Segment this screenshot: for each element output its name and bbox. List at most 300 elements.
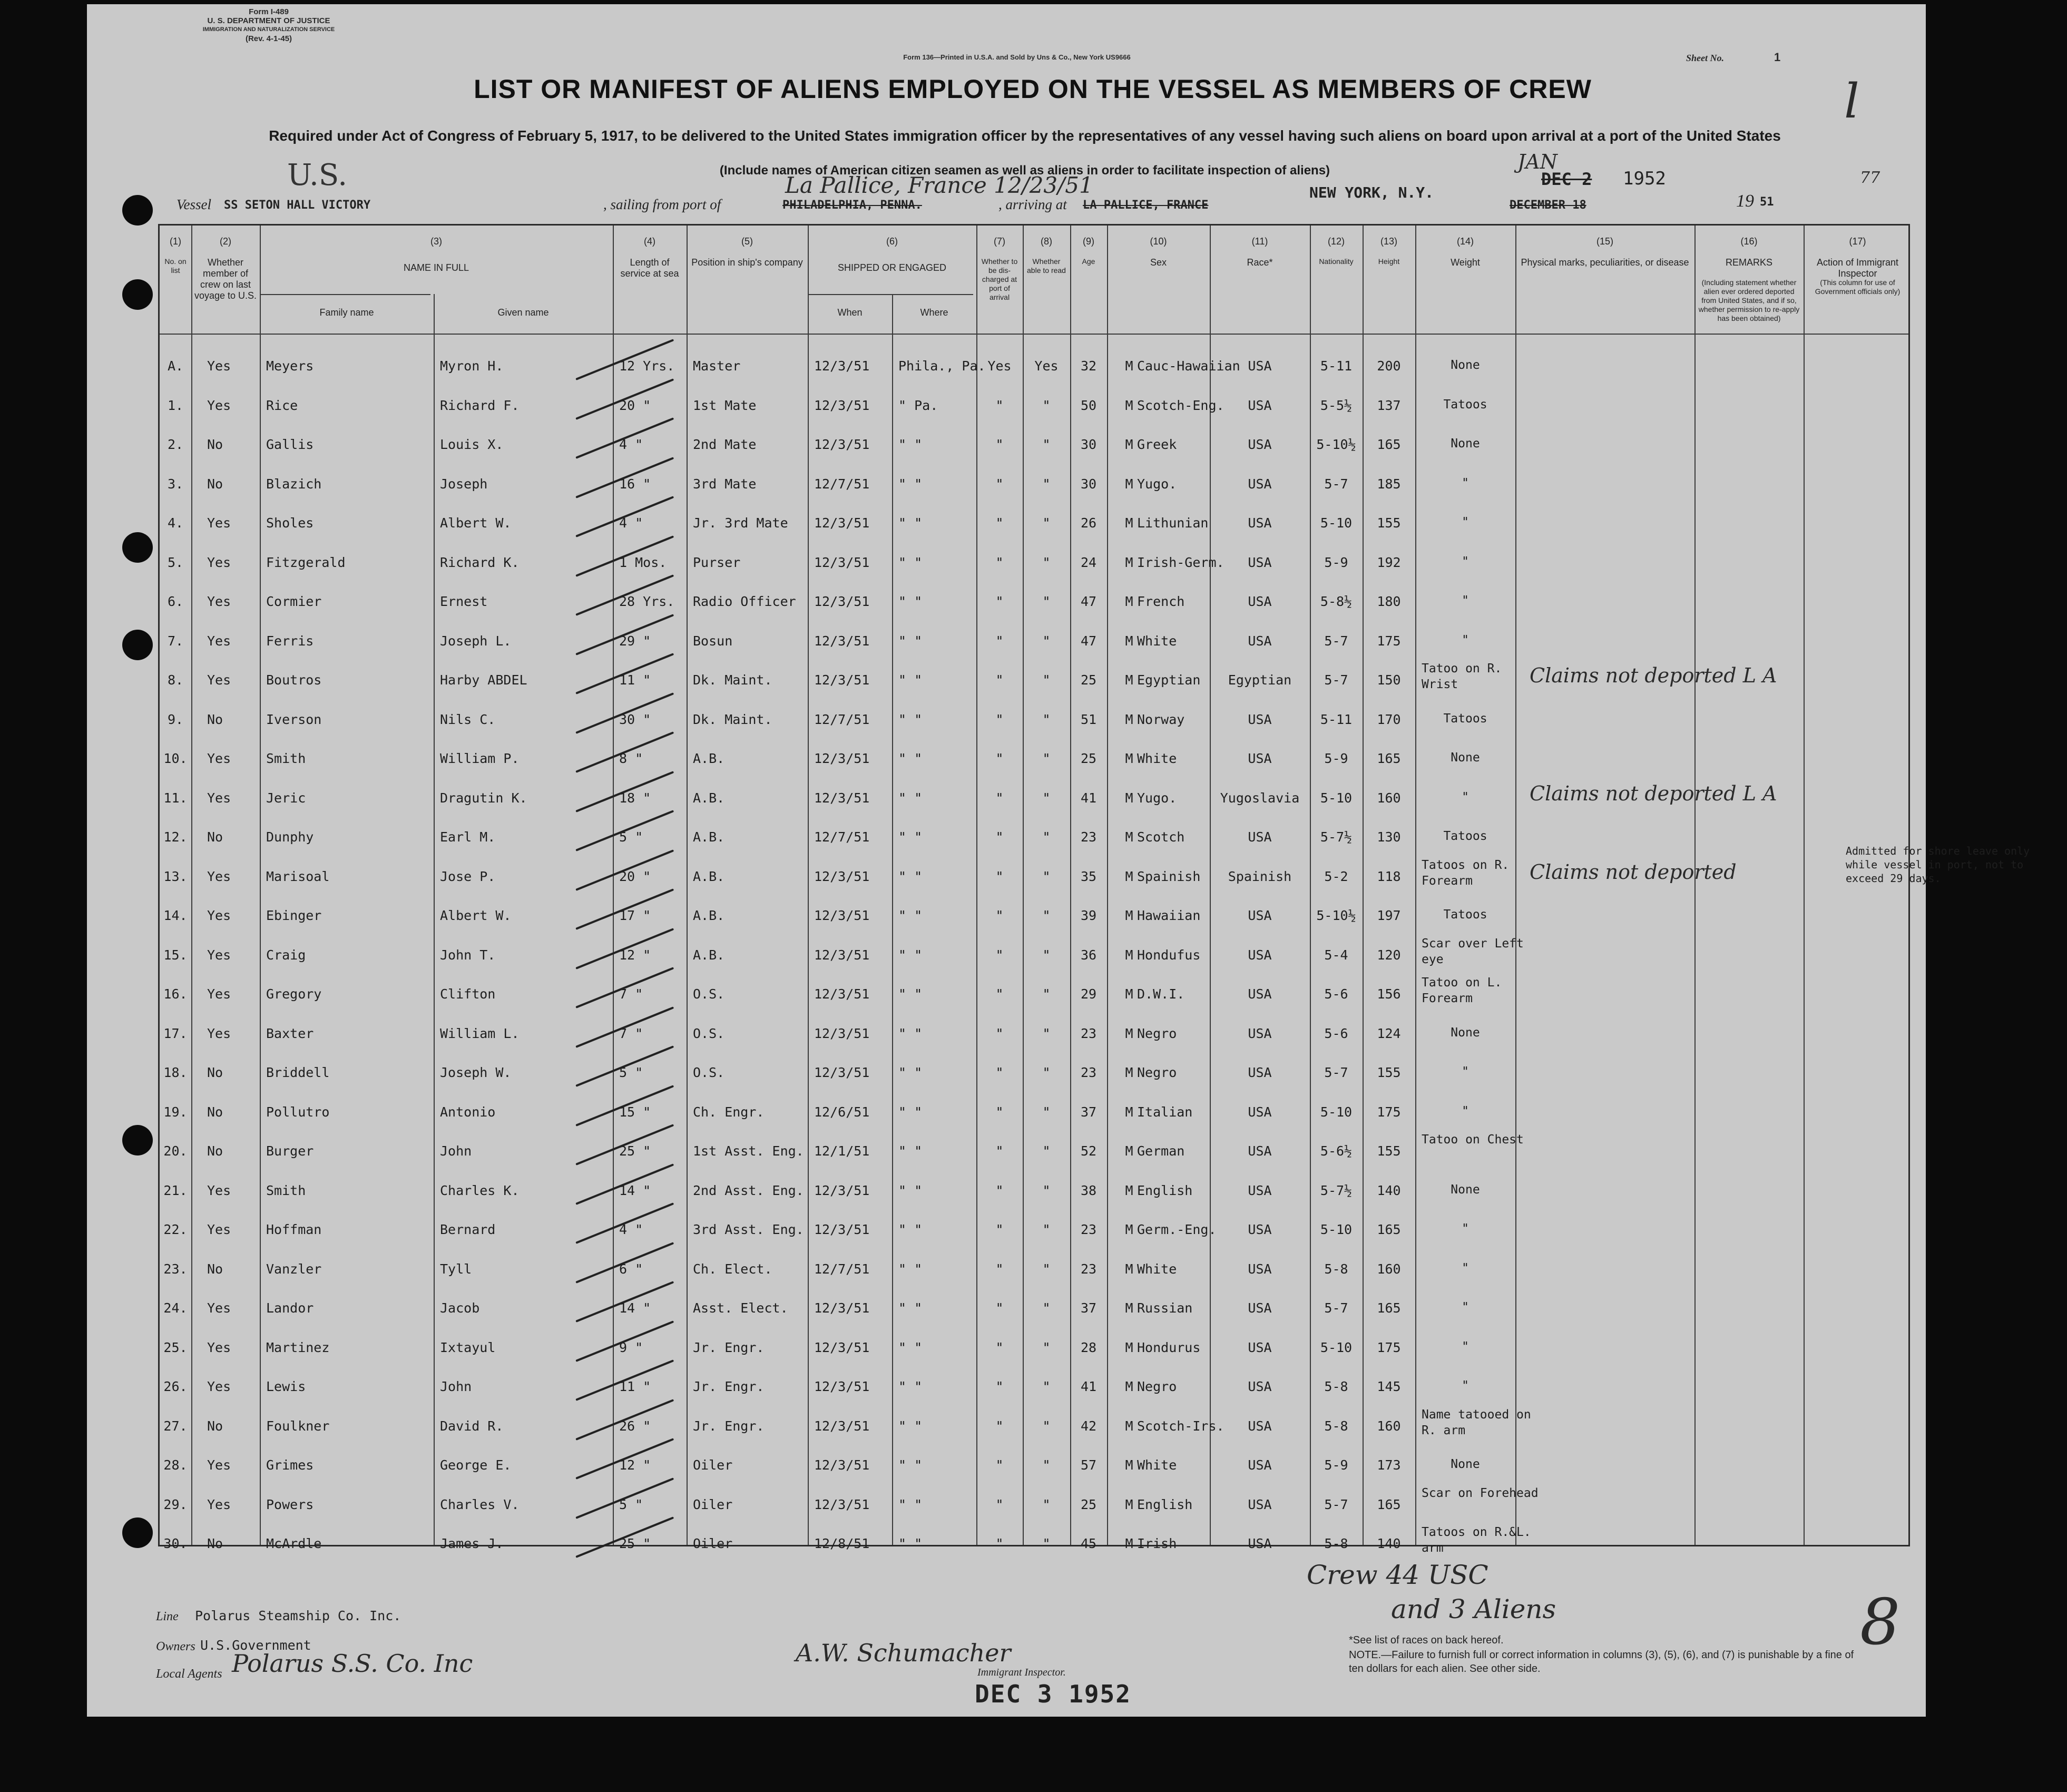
cell-weight: 165: [1377, 1496, 1401, 1512]
cell-marks: Tatoos on R. Forearm: [1422, 858, 1510, 888]
header-subrule: [808, 294, 973, 295]
punch-hole: [122, 1125, 153, 1156]
cell-when: 12/7/51: [814, 711, 870, 727]
cell-family: McArdle: [266, 1536, 322, 1551]
cell-read: ": [1042, 1104, 1051, 1120]
cell-discharge: ": [995, 1025, 1004, 1041]
cell-age: 23: [1080, 1025, 1097, 1041]
cell-given: William L.: [440, 1025, 520, 1041]
tally-stroke: [575, 1359, 674, 1401]
cell-service: 5 ": [619, 829, 643, 845]
cell-service: 11 ": [619, 1379, 651, 1394]
cell-age: 47: [1080, 594, 1097, 609]
cell-service: 20 ": [619, 397, 651, 413]
cell-position: Radio Officer: [693, 594, 796, 609]
cell-service: 12 ": [619, 1457, 651, 1473]
cell-marks: ": [1462, 515, 1469, 529]
cell-family: Iverson: [266, 711, 322, 727]
cell-no: 30.: [163, 1536, 188, 1551]
cell-race: German: [1137, 1143, 1185, 1159]
column-header: NAME IN FULL: [403, 262, 469, 273]
cell-age: 39: [1080, 908, 1097, 923]
cell-when: 12/3/51: [814, 437, 870, 452]
cell-height: 5-8: [1324, 1418, 1348, 1434]
cell-prev: No: [207, 1143, 223, 1159]
arriving-label: , arriving at: [998, 197, 1067, 212]
cell-when: 12/3/51: [814, 397, 870, 413]
cell-position: Ch. Engr.: [693, 1104, 765, 1120]
sailing-label: , sailing from port of: [603, 197, 721, 212]
cell-prev: Yes: [207, 633, 231, 649]
tally-stroke: [575, 928, 674, 970]
column-number: (6): [886, 236, 898, 247]
cell-when: 12/3/51: [814, 672, 870, 688]
year-prefix: 19: [1736, 191, 1754, 211]
cell-family: Ebinger: [266, 908, 322, 923]
cell-sex: M: [1125, 1025, 1133, 1041]
cell-given: Dragutin K.: [440, 790, 527, 806]
cell-weight: 200: [1377, 358, 1401, 374]
column-header: Weight: [1451, 257, 1480, 268]
page-title: LIST OR MANIFEST OF ALIENS EMPLOYED ON THE VESSEL AS MEMBERS OF CREW: [474, 74, 1592, 104]
cell-given: Bernard: [440, 1222, 496, 1237]
cell-where: " ": [898, 1143, 923, 1159]
cell-height: 5-9: [1324, 751, 1348, 766]
cell-discharge: ": [995, 751, 1004, 766]
cell-no: 22.: [163, 1222, 188, 1237]
header-subrule: [260, 294, 430, 295]
cell-height: 5-7: [1324, 1496, 1348, 1512]
cell-service: 25 ": [619, 1536, 651, 1551]
cell-sex: M: [1125, 1457, 1133, 1473]
cell-where: " ": [898, 633, 923, 649]
cell-sex: M: [1125, 672, 1133, 688]
cell-no: 25.: [163, 1339, 188, 1355]
cell-prev: No: [207, 1418, 223, 1434]
page-subtitle: Required under Act of Congress of February 5, 1917, to be delivered to the United States immigration officer by the representatives of any vessel having such aliens on board upon arrival at a port of the United States: [269, 128, 1781, 144]
cell-remarks: Claims not deported: [1530, 860, 1737, 884]
column-rule: [260, 226, 261, 1545]
cell-marks: None: [1451, 1025, 1480, 1040]
cell-family: Landor: [266, 1300, 314, 1316]
cell-family: Sholes: [266, 515, 314, 531]
cell-no: 7.: [167, 633, 184, 649]
cell-position: 3rd Asst. Eng.: [693, 1222, 804, 1237]
cell-read: ": [1042, 554, 1051, 570]
cell-given: Tyll: [440, 1261, 472, 1277]
tally-stroke: [575, 653, 674, 694]
cell-weight: 175: [1377, 1104, 1401, 1120]
column-number: (12): [1327, 236, 1345, 247]
cell-where: " ": [898, 1339, 923, 1355]
cell-position: Asst. Elect.: [693, 1300, 788, 1316]
cell-height: 5-9: [1324, 554, 1348, 570]
cell-position: Master: [693, 358, 741, 374]
cell-when: 12/3/51: [814, 1496, 870, 1512]
tally-stroke: [575, 1163, 674, 1205]
cell-prev: Yes: [207, 594, 231, 609]
cell-prev: Yes: [207, 1025, 231, 1041]
crew-note-1: Crew 44 USC: [1307, 1560, 1488, 1590]
cell-race: White: [1137, 1261, 1177, 1277]
column-number: (7): [994, 236, 1005, 247]
agents-label: Local Agents: [156, 1667, 222, 1681]
cell-weight: 137: [1377, 397, 1401, 413]
cell-race: White: [1137, 1457, 1177, 1473]
cell-weight: 160: [1377, 1418, 1401, 1434]
tally-stroke: [575, 378, 674, 420]
cell-where: " ": [898, 751, 923, 766]
cell-read: ": [1042, 908, 1051, 923]
received-stamp: DEC 3 1952: [975, 1680, 1131, 1708]
cell-sex: M: [1125, 711, 1133, 727]
tally-stroke: [575, 888, 674, 930]
cell-read: ": [1042, 1222, 1051, 1237]
cell-given: Myron H.: [440, 358, 504, 374]
cell-height: 5-6½: [1320, 1143, 1353, 1159]
cell-nat: USA: [1248, 1300, 1272, 1316]
date-stamp: DEC 2: [1541, 169, 1592, 189]
cell-when: 12/3/51: [814, 1300, 870, 1316]
cell-given: Nils C.: [440, 711, 496, 727]
cell-age: 23: [1080, 1065, 1097, 1080]
cell-no: 3.: [167, 476, 184, 492]
cell-where: " ": [898, 908, 923, 923]
inspector-signature: A.W. Schumacher: [796, 1639, 1011, 1667]
cell-service: 30 ": [619, 711, 651, 727]
cell-service: 5 ": [619, 1065, 643, 1080]
cell-position: A.B.: [693, 790, 725, 806]
cell-marks: ": [1462, 790, 1469, 804]
cell-no: 18.: [163, 1065, 188, 1080]
cell-discharge: ": [995, 1379, 1004, 1394]
cell-marks: Tatoos: [1443, 908, 1487, 922]
agents-value: Polarus S.S. Co. Inc: [232, 1649, 473, 1678]
cell-read: ": [1042, 1300, 1051, 1316]
cell-given: Joseph L.: [440, 633, 512, 649]
column-rule: [808, 226, 809, 1545]
column-header: Whether able to read: [1027, 257, 1066, 275]
cell-sex: M: [1125, 1261, 1133, 1277]
cell-read: ": [1042, 829, 1051, 845]
cell-height: 5-6: [1324, 986, 1348, 1002]
cell-discharge: ": [995, 1222, 1004, 1237]
cell-given: John T.: [440, 947, 496, 963]
cell-height: 5-4: [1324, 947, 1348, 963]
cell-age: 23: [1080, 1261, 1097, 1277]
cell-nat: USA: [1248, 1379, 1272, 1394]
cell-age: 30: [1080, 437, 1097, 452]
vessel-label: Vessel: [177, 197, 211, 212]
cell-prev: No: [207, 1104, 223, 1120]
cell-discharge: ": [995, 711, 1004, 727]
cell-discharge: ": [995, 1418, 1004, 1434]
cell-family: Blazich: [266, 476, 322, 492]
column-rule: [434, 294, 435, 1545]
cell-where: " ": [898, 947, 923, 963]
cell-no: 19.: [163, 1104, 188, 1120]
cell-prev: Yes: [207, 1457, 231, 1473]
cell-age: 23: [1080, 1222, 1097, 1237]
cell-weight: 150: [1377, 672, 1401, 688]
cell-given: Antonio: [440, 1104, 496, 1120]
cell-where: " ": [898, 1379, 923, 1394]
cell-weight: 155: [1377, 515, 1401, 531]
cell-read: ": [1042, 1418, 1051, 1434]
cell-position: 1st Mate: [693, 397, 757, 413]
cell-height: 5-10½: [1316, 437, 1356, 452]
cell-race: D.W.I.: [1137, 986, 1185, 1002]
cell-no: 11.: [163, 790, 188, 806]
cell-prev: Yes: [207, 790, 231, 806]
cell-no: 24.: [163, 1300, 188, 1316]
cell-family: Burger: [266, 1143, 314, 1159]
column-header: Height: [1378, 257, 1400, 266]
cell-prev: Yes: [207, 397, 231, 413]
cell-given: Harby ABDEL: [440, 672, 527, 688]
cell-prev: No: [207, 1065, 223, 1080]
cell-family: Gregory: [266, 986, 322, 1002]
cell-marks: None: [1451, 358, 1480, 372]
tally-stroke: [575, 614, 674, 655]
cell-nat: USA: [1248, 476, 1272, 492]
cell-discharge: ": [995, 1143, 1004, 1159]
cell-prev: No: [207, 829, 223, 845]
column-header: REMARKS: [1725, 257, 1772, 268]
cell-given: Jose P.: [440, 868, 496, 884]
cell-when: 12/3/51: [814, 751, 870, 766]
cell-service: 14 ": [619, 1300, 651, 1316]
cell-family: Cormier: [266, 594, 322, 609]
port-printed: PHILADELPHIA, PENNA.: [782, 199, 922, 212]
cell-position: Oiler: [693, 1496, 733, 1512]
cell-discharge: ": [995, 1457, 1004, 1473]
cell-when: 12/3/51: [814, 1418, 870, 1434]
cell-height: 5-10: [1320, 1339, 1353, 1355]
cell-sex: M: [1125, 515, 1133, 531]
cell-family: Hoffman: [266, 1222, 322, 1237]
tally-stroke: [575, 457, 674, 498]
cell-service: 9 ": [619, 1339, 643, 1355]
cell-position: Dk. Maint.: [693, 711, 772, 727]
column-number: (17): [1849, 236, 1866, 247]
cell-family: Lewis: [266, 1379, 306, 1394]
cell-discharge: ": [995, 1339, 1004, 1355]
cell-prev: Yes: [207, 1339, 231, 1355]
cell-race: Italian: [1137, 1104, 1193, 1120]
cell-where: " ": [898, 1104, 923, 1120]
cell-position: A.B.: [693, 829, 725, 845]
cell-given: John: [440, 1379, 472, 1394]
cell-nat: USA: [1248, 1496, 1272, 1512]
cell-age: 29: [1080, 986, 1097, 1002]
cell-prev: Yes: [207, 947, 231, 963]
cell-read: ": [1042, 1143, 1051, 1159]
cell-race: Scotch-Irs.: [1137, 1418, 1224, 1434]
cell-no: 5.: [167, 554, 184, 570]
cell-age: 45: [1080, 1536, 1097, 1551]
cell-discharge: ": [995, 868, 1004, 884]
cell-where: " ": [898, 1222, 923, 1237]
cell-read: ": [1042, 672, 1051, 688]
cell-given: Joseph W.: [440, 1065, 512, 1080]
cell-where: " ": [898, 1261, 923, 1277]
cell-where: " ": [898, 711, 923, 727]
form-rev: (Rev. 4-1-45): [245, 34, 292, 43]
cell-sex: M: [1125, 1182, 1133, 1198]
cell-no: 15.: [163, 947, 188, 963]
column-number: (4): [644, 236, 655, 247]
form-id: Form I-489: [249, 7, 289, 16]
cell-service: 14 ": [619, 1182, 651, 1198]
tally-stroke: [575, 1085, 674, 1127]
cell-race: Germ.-Eng.: [1137, 1222, 1217, 1237]
cell-weight: 165: [1377, 1300, 1401, 1316]
cell-prev: Yes: [207, 1379, 231, 1394]
cell-read: ": [1042, 790, 1051, 806]
cell-age: 41: [1080, 790, 1097, 806]
cell-position: A.B.: [693, 868, 725, 884]
cell-weight: 165: [1377, 437, 1401, 452]
cell-family: Rice: [266, 397, 298, 413]
cell-given: Joseph: [440, 476, 488, 492]
column-header: SHIPPED OR ENGAGED: [837, 262, 947, 273]
cell-sex: M: [1125, 476, 1133, 492]
cell-height: 5-11: [1320, 711, 1353, 727]
cell-marks: Tatoo on Chest: [1422, 1133, 1524, 1147]
cell-discharge: ": [995, 1300, 1004, 1316]
cell-service: 12 Yrs.: [619, 358, 675, 374]
cell-service: 7 ": [619, 1025, 643, 1041]
cell-service: 18 ": [619, 790, 651, 806]
cell-read: ": [1042, 594, 1051, 609]
cell-prev: No: [207, 437, 223, 452]
cell-action: Admitted for shore leave only while vessel in port, not to exceed 29 days.: [1846, 844, 2030, 885]
cell-read: ": [1042, 515, 1051, 531]
cell-where: " ": [898, 476, 923, 492]
cell-service: 5 ": [619, 1496, 643, 1512]
column-header: Action of Immigrant Inspector: [1816, 257, 1899, 279]
cell-discharge: ": [995, 515, 1004, 531]
cell-marks: ": [1462, 1065, 1469, 1079]
cell-family: Smith: [266, 751, 306, 766]
cell-read: ": [1042, 1536, 1051, 1551]
cell-given: John: [440, 1143, 472, 1159]
cell-discharge: ": [995, 829, 1004, 845]
cell-service: 16 ": [619, 476, 651, 492]
cell-nat: USA: [1248, 1261, 1272, 1277]
cell-position: 2nd Mate: [693, 437, 757, 452]
cell-where: " ": [898, 1182, 923, 1198]
cell-nat: Egyptian: [1228, 672, 1292, 688]
cell-sex: M: [1125, 594, 1133, 609]
cell-prev: Yes: [207, 1300, 231, 1316]
cell-discharge: Yes: [987, 358, 1012, 374]
cell-race: Negro: [1137, 1065, 1177, 1080]
column-header: Race*: [1247, 257, 1273, 268]
cell-service: 4 ": [619, 515, 643, 531]
cell-when: 12/1/51: [814, 1143, 870, 1159]
cell-service: 28 Yrs.: [619, 594, 675, 609]
cell-discharge: ": [995, 1536, 1004, 1551]
cell-family: Meyers: [266, 358, 314, 374]
cell-no: A.: [167, 358, 184, 374]
cell-no: 20.: [163, 1143, 188, 1159]
cell-discharge: ": [995, 1065, 1004, 1080]
cell-weight: 140: [1377, 1182, 1401, 1198]
cell-family: Smith: [266, 1182, 306, 1198]
cell-position: Jr. Engr.: [693, 1418, 765, 1434]
cell-height: 5-10: [1320, 790, 1353, 806]
cell-when: 12/3/51: [814, 594, 870, 609]
cell-when: 12/3/51: [814, 358, 870, 374]
tally-stroke: [575, 1320, 674, 1362]
cell-marks: Tatoo on R. Wrist: [1422, 662, 1502, 691]
cell-position: Bosun: [693, 633, 733, 649]
cell-read: ": [1042, 1379, 1051, 1394]
cell-height: 5-11: [1320, 358, 1353, 374]
cell-race: Hondurus: [1137, 1339, 1201, 1355]
cell-race: Greek: [1137, 437, 1177, 452]
tally-stroke: [575, 496, 674, 537]
cell-sex: M: [1125, 751, 1133, 766]
cell-age: 35: [1080, 868, 1097, 884]
cell-no: 29.: [163, 1496, 188, 1512]
cell-height: 5-8½: [1320, 594, 1353, 609]
cell-nat: USA: [1248, 358, 1272, 374]
arriving-stamp: NEW YORK, N.Y.: [1309, 184, 1434, 201]
cell-position: Jr. Engr.: [693, 1339, 765, 1355]
cell-where: Phila., Pa.: [898, 358, 986, 374]
cell-family: Grimes: [266, 1457, 314, 1473]
cell-family: Foulkner: [266, 1418, 330, 1434]
cell-prev: Yes: [207, 672, 231, 688]
cell-no: 27.: [163, 1418, 188, 1434]
cell-weight: 120: [1377, 947, 1401, 963]
cell-height: 5-10½: [1316, 908, 1356, 923]
cell-weight: 192: [1377, 554, 1401, 570]
column-number: (15): [1596, 236, 1613, 247]
cell-age: 51: [1080, 711, 1097, 727]
cell-service: 12 ": [619, 947, 651, 963]
cell-when: 12/6/51: [814, 1104, 870, 1120]
tally-stroke: [575, 1202, 674, 1244]
cell-read: ": [1042, 711, 1051, 727]
cell-weight: 156: [1377, 986, 1401, 1002]
cell-height: 5-7: [1324, 476, 1348, 492]
cell-family: Ferris: [266, 633, 314, 649]
cell-no: 23.: [163, 1261, 188, 1277]
cell-discharge: ": [995, 437, 1004, 452]
races-note: *See list of races on back hereof.: [1349, 1634, 1504, 1646]
cell-family: Martinez: [266, 1339, 330, 1355]
cell-where: " ": [898, 1300, 923, 1316]
cell-where: " ": [898, 554, 923, 570]
cell-sex: M: [1125, 1418, 1133, 1434]
penalty-note: NOTE.—Failure to furnish full or correct information in columns (3), (5), (6), and (7) is punishable by a fine of ten dollars for each alien. See other side.: [1349, 1649, 1854, 1675]
cell-sex: M: [1125, 790, 1133, 806]
cell-family: Powers: [266, 1496, 314, 1512]
cell-sex: M: [1125, 829, 1133, 845]
cell-when: 12/7/51: [814, 476, 870, 492]
cell-position: Jr. 3rd Mate: [693, 515, 788, 531]
cell-position: O.S.: [693, 1025, 725, 1041]
tally-stroke: [575, 1242, 674, 1284]
cell-position: A.B.: [693, 947, 725, 963]
column-subheader: Family name: [319, 307, 374, 318]
cell-no: 2.: [167, 437, 184, 452]
cell-height: 5-2: [1324, 868, 1348, 884]
